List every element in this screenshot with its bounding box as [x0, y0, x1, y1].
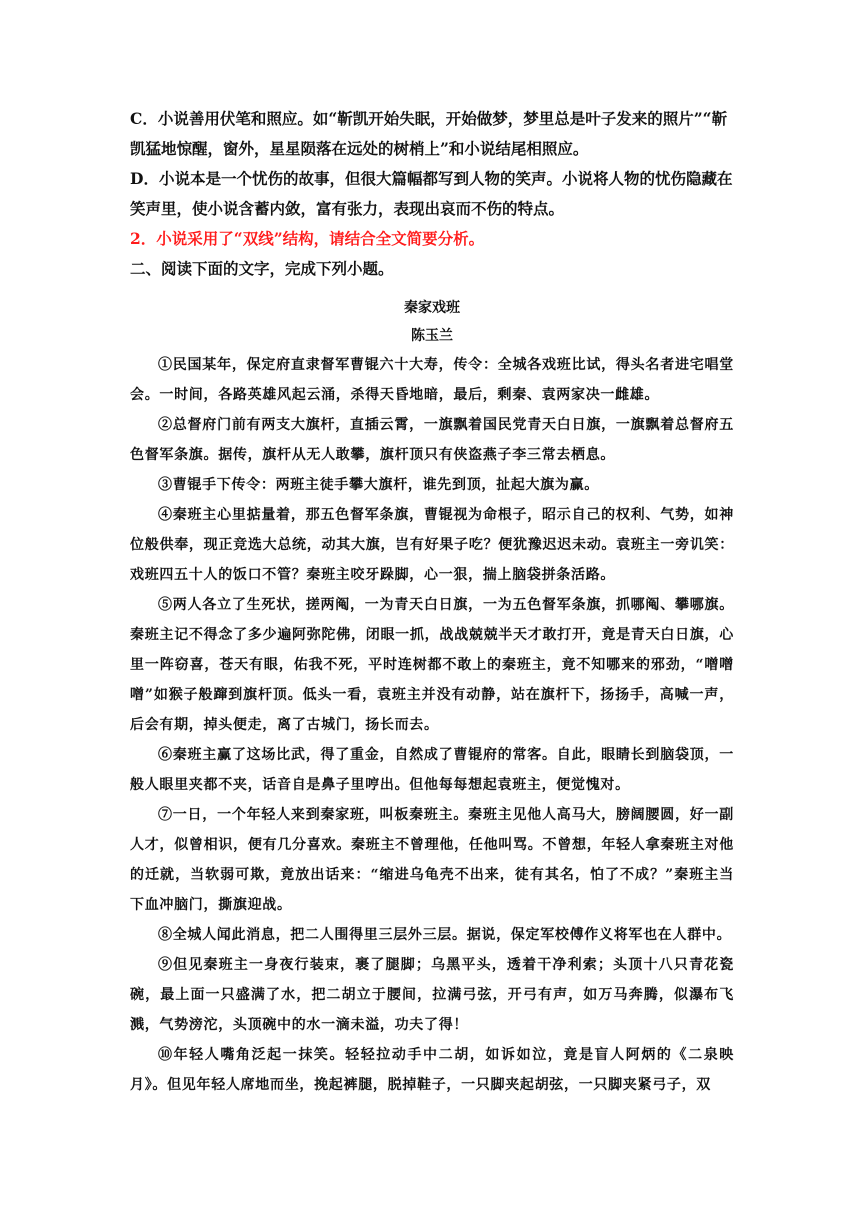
paragraph: ⑤两人各立了生死状，搓两阄，一为青天白日旗，一为五色督军条旗，抓哪阄、攀哪旗。秦班主记不得念了多少遍阿弥陀佛，闭眼一抓，战战兢兢半天才敢打开，竟是青天白日旗，心里一阵窃喜，苍天有眼，佑我不死，平时连树都不敢上的秦班主，竟不知哪来的邪劲，“噌噌噌”如猴子般蹿到旗杆顶。低头一看，袁班主并没有动静，站在旗杆下，扬扬手，高喊一声，后会有期，掉头便走，离了古城门，扬长而去。: [130, 597, 734, 733]
paragraph: ⑨但见秦班主一身夜行装束，裹了腿脚；乌黑平头，透着干净利索；头顶十八只青花瓷碗，最上面一只盛满了水，把二胡立于腰间，拉满弓弦，开弓有声，如万马奔腾，似瀑布飞溅，气势滂沱，头顶碗中的水一滴未溢，功夫了得！: [130, 957, 734, 1033]
article-title: 秦家戏班: [404, 300, 460, 316]
paragraph: ④秦班主心里掂量着，那五色督军条旗，曹锟视为命根子，昭示自己的权利、气势，如神位般供奉，现正竞选大总统，动其大旗，岂有好果子吃？便犹豫迟迟未动。袁班主一旁讥笑：戏班四五十人的饭口不管？秦班主咬牙跺脚，心一狠，揣上脑袋拼条活路。: [130, 507, 734, 583]
question-2: 2．小说采用了“双线”结构，请结合全文简要分析。: [130, 229, 485, 248]
paragraph: ⑩年轻人嘴角泛起一抹笑。轻轻拉动手中二胡，如诉如泣，竟是盲人阿炳的《二泉映月》。但见年轻人席地而坐，挽起裤腿，脱掉鞋子，一只脚夹起胡弦，一只脚夹紧弓子，双: [130, 1047, 734, 1093]
paragraph: ⑦一日，一个年轻人来到秦家班，叫板秦班主。秦班主见他人高马大，膀阔腰圆，好一副人才，似曾相识，便有几分喜欢。秦班主不曾理他，任他叫骂。不曾想，年轻人拿秦班主对他的迁就，当软弱可欺，竟放出话来：“缩进乌龟壳不出来，徒有其名，怕了不成？”秦班主当下血冲脑门，撕旗迎战。: [130, 807, 734, 913]
option-c: C．小说善用伏笔和照应。如“靳凯开始失眠，开始做梦，梦里总是叶子发来的照片”“靳凯猛地惊醒，窗外，星星陨落在远处的树梢上”和小说结尾相照应。: [130, 109, 728, 158]
paragraph: ①民国某年，保定府直隶督军曹锟六十大寿，传令：全城各戏班比试，得头名者进宅唱堂会。一时间，各路英雄风起云涌，杀得天昏地暗，最后，剩秦、袁两家决一雌雄。: [130, 357, 734, 403]
option-d: D．小说本是一个忧伤的故事，但很大篇幅都写到人物的笑声。小说将人物的忧伤隐藏在笑声里，使小说含蓄内敛，富有张力，表现出哀而不伤的特点。: [130, 169, 733, 218]
section-heading: 二、阅读下面的文字，完成下列小题。: [130, 259, 394, 278]
paragraph: ③曹锟手下传令：两班主徒手攀大旗杆，谁先到顶，扯起大旗为赢。: [158, 477, 599, 493]
paragraph: ⑧全城人闻此消息，把二人围得里三层外三层。据说，保定军校傅作义将军也在人群中。: [158, 927, 732, 943]
paragraph: ⑥秦班主赢了这场比武，得了重金，自然成了曹锟府的常客。自此，眼睛长到脑袋顶，一般人眼里夹都不夹，话音自是鼻子里哼出。但他每每想起袁班主，便觉愧对。: [130, 747, 734, 793]
article-body: [130, 350, 734, 1100]
paragraph: ②总督府门前有两支大旗杆，直插云霄，一旗飘着国民党青天白日旗，一旗飘着总督府五色督军条旗。据传，旗杆从无人敢攀，旗杆顶只有侠盗燕子李三常去栖息。: [130, 417, 734, 463]
article-author: 陈玉兰: [411, 328, 453, 344]
